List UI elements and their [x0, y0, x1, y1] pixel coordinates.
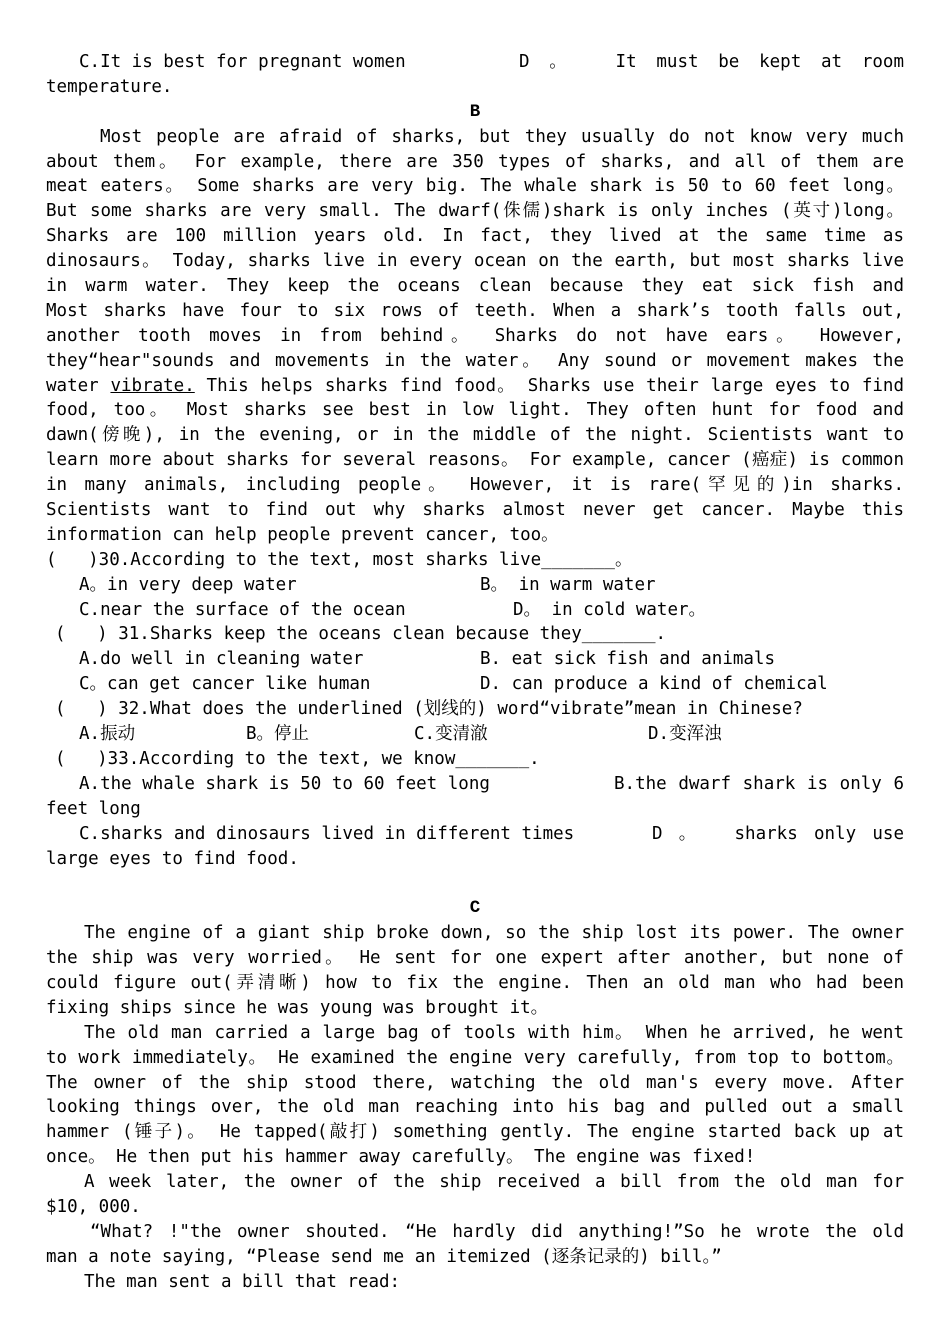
question-33: ( )33.According to the text, we know_______. — [55, 748, 540, 769]
passage-line: $10, 000. — [46, 1196, 141, 1217]
option-d: D.变浑浊 — [648, 724, 722, 745]
passage-line: The engine of a giant ship broke down, so the ship lost its power. The owner — [84, 923, 904, 944]
option-b: B。 in warm water — [480, 574, 656, 595]
passage-line: “What? !"the owner shouted. “He hardly did anything!”So he wrote the old — [90, 1221, 904, 1242]
passage-line: The man sent a bill that read: — [84, 1271, 401, 1292]
passage-line: man a note saying, “Please send me an itemized (逐条记录的) bill。” — [46, 1246, 722, 1267]
question-31: ( ) 31.Sharks keep the oceans clean because they_______. — [55, 624, 667, 645]
passage-line: dinosaurs。 Today, sharks live in every ocean on the earth, but most sharks live — [46, 251, 904, 272]
passage-line: they“hear"sounds and movements in the water。 Any sound or movement makes the — [46, 350, 904, 371]
passage-text: This helps sharks find food。 Sharks use their large eyes to find — [194, 375, 904, 396]
passage-line: Sharks are 100 million years old. In fact, they lived at the same time as — [46, 226, 904, 247]
passage-line: looking things over, the old man reaching into his bag and pulled out a small — [46, 1097, 904, 1118]
passage-line: But some sharks are very small. The dwarf(侏儒)shark is only inches (英寸)long。 — [46, 201, 904, 222]
option-c: C.变清澈 — [414, 724, 488, 745]
passage-line: learn more about sharks for several reasons。 For example, cancer (癌症) is common — [46, 450, 904, 471]
option-a: A.振动 — [79, 724, 136, 745]
option-b: B。停止 — [246, 724, 310, 745]
passage-c — [46, 921, 904, 1294]
passage-line: the ship was very worried。 He sent for one expert after another, but none of — [46, 948, 904, 969]
questions-b — [46, 548, 904, 872]
passage-line: meat eaters。 Some sharks are very big. The whale shark is 50 to 60 feet long。 — [46, 176, 904, 197]
option-b: B.the dwarf shark is only 6 — [614, 773, 904, 794]
section-heading-c: C — [469, 898, 481, 919]
question-30-options-cd — [46, 598, 904, 623]
section-heading-b: B — [469, 101, 481, 122]
passage-line: about them。 For example, there are 350 types of sharks, and all of them are — [46, 151, 904, 172]
passage-line: fixing ships since he was young was brought it。 — [46, 997, 549, 1018]
passage-line: another tooth moves in from behind。 Sharks do not have ears。 However, — [46, 325, 904, 346]
passage-line: in many animals, including people。 However, it is rare(罕见的)in sharks. — [46, 475, 904, 496]
question-33-options-cd — [46, 822, 904, 847]
question-32-options — [46, 722, 904, 747]
option-c: C。can get cancer like human — [79, 674, 371, 695]
passage-b — [46, 125, 904, 548]
passage-text: water — [46, 375, 111, 396]
option-a: A.do well in cleaning water — [79, 649, 364, 670]
passage-line: The owner of the ship stood there, watching the old man's every move. After — [46, 1072, 904, 1093]
question-30-options-ab — [46, 573, 904, 598]
passage-line: in warm water. They keep the oceans clean because they eat sick fish and — [46, 276, 904, 297]
option-a: A.the whale shark is 50 to 60 feet long — [79, 773, 490, 794]
question-32: ( ) 32.What does the underlined (划线的) word“vibrate”mean in Chinese? — [55, 699, 803, 720]
option-c: C.sharks and dinosaurs lived in different times — [79, 823, 575, 844]
option-a: A。in very deep water — [79, 574, 297, 595]
passage-line: hammer (锤子)。 He tapped(敲打) something gently. The engine started back up at — [46, 1122, 904, 1143]
passage-line-vibrate — [46, 374, 904, 399]
option-d: D 。 It must be kept at room — [519, 52, 904, 72]
option-c: C.near the surface of the ocean — [79, 599, 406, 620]
passage-line: A week later, the owner of the ship received a bill from the old man for — [84, 1172, 904, 1193]
option-c: C.It is best for pregnant women — [79, 52, 406, 72]
passage-line: once。 He then put his hammer away carefully。 The engine was fixed! — [46, 1147, 756, 1168]
option-b-continuation: feet long — [46, 798, 141, 819]
option-d-continuation: large eyes to find food. — [46, 848, 299, 869]
question-31-options-ab — [46, 647, 904, 672]
question-33-options-ab — [46, 772, 904, 797]
underlined-word-vibrate: vibrate. — [110, 375, 195, 396]
passage-line: to work immediately。 He examined the engine very carefully, from top to bottom。 — [46, 1047, 904, 1068]
option-d: D. can produce a kind of chemical — [480, 674, 828, 695]
option-d: D。 in cold water。 — [513, 599, 707, 620]
passage-line: could figure out(弄清晰) how to fix the engine. Then an old man who had been — [46, 972, 904, 993]
passage-line: Most people are afraid of sharks, but they usually do not know very much — [100, 126, 904, 147]
passage-line: food, too。 Most sharks see best in low light. They often hunt for food and — [46, 400, 904, 421]
question-31-options-cd — [46, 672, 904, 697]
spacer — [46, 871, 904, 896]
passage-line: The old man carried a large bag of tools with him。 When he arrived, he went — [84, 1022, 904, 1043]
option-b: B. eat sick fish and animals — [480, 649, 776, 670]
option-d: D 。 sharks only use — [652, 823, 904, 844]
passage-line: Most sharks have four to six rows of teeth. When a shark’s tooth falls out, — [46, 300, 904, 321]
question-30: ( )30.According to the text, most sharks live_______。 — [46, 549, 633, 570]
passage-line: dawn(傍晚), in the evening, or in the middle of the night. Scientists want to — [46, 425, 904, 446]
passage-line: Scientists want to find out why sharks almost never get cancer. Maybe this — [46, 500, 904, 521]
passage-line: information can help people prevent cancer, too。 — [46, 524, 559, 545]
option-d-continuation: temperature. — [46, 76, 173, 97]
option-row — [46, 50, 904, 75]
